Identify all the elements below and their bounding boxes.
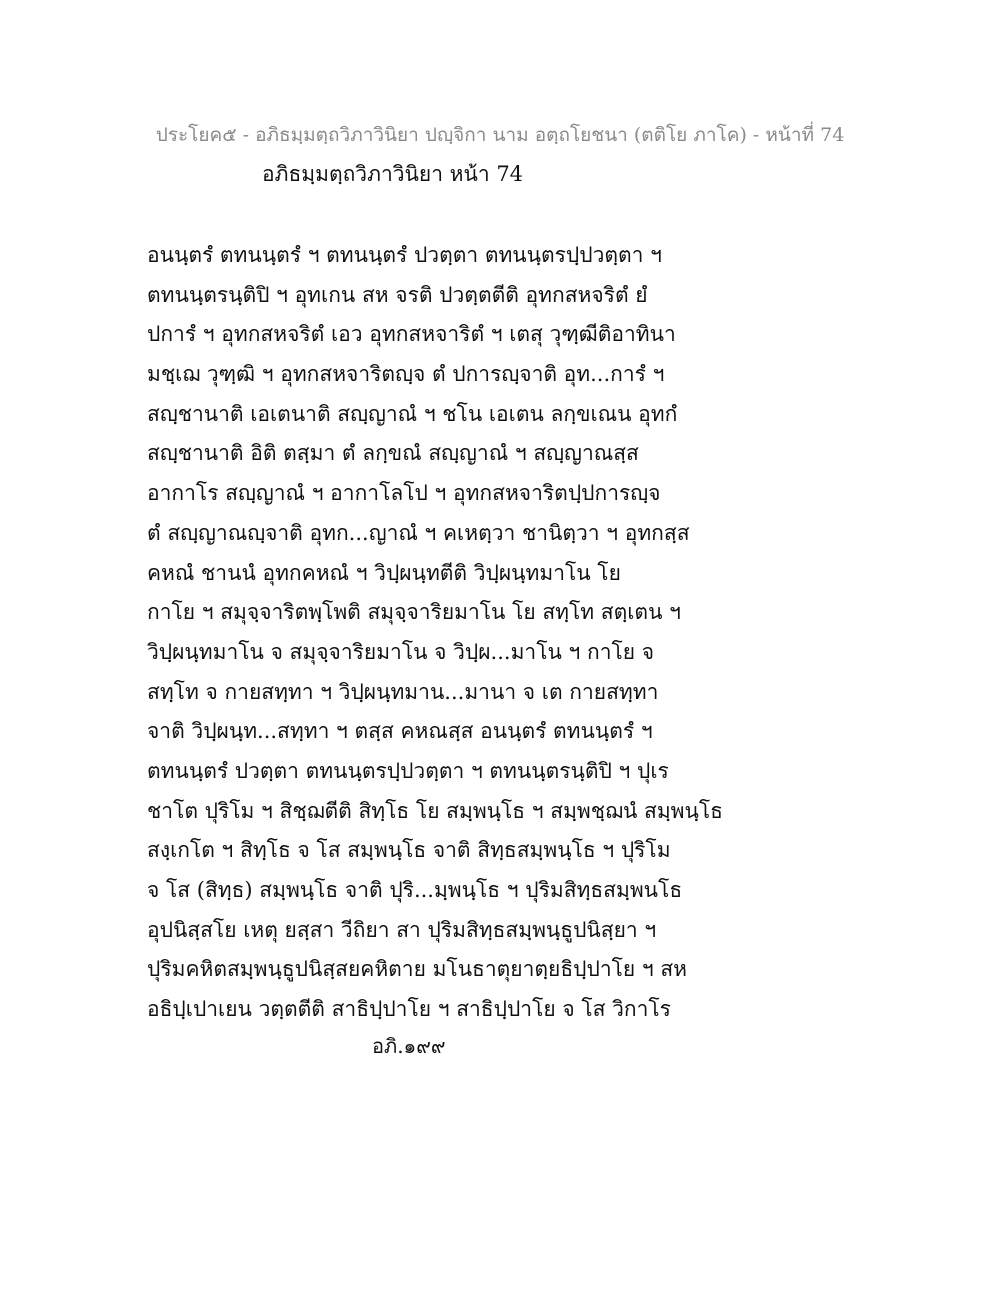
body-line: มชฺเฌ วุฑฺฒิ ฯ อุทกสหจาริตญฺจ ตํ ปการญฺจาติ อุท...การํ ฯ (147, 362, 665, 387)
body-line: ตทนนฺตรนฺติปิ ฯ อุทเกน สห จรติ ปวตฺตตีติ อุทกสหจริตํ ยํ (147, 282, 648, 307)
body-line: วิปฺผนฺทมาโน จ สมุจฺจาริยมาโน จ วิปฺผ...มาโน ฯ กาโย จ (147, 639, 655, 664)
body-line: สญฺชานาติ เอเตนาติ สญฺญาณํ ฯ ชโน เอเตน ลกฺขเณน อุทกํ (147, 401, 678, 426)
body-line: อุปนิสฺสโย เหตุ ยสฺสา วีถิยา สา ปุริมสิทฺธสมฺพนฺธูปนิสฺยา ฯ (147, 917, 657, 942)
body-line: ปุริมคหิตสมฺพนฺธูปนิสฺสยคหิตาย มโนธาตุยาตฺยธิปฺปาโย ฯ สห (147, 957, 688, 982)
body-line: จาติ วิปฺผนฺท...สทฺทา ฯ ตสฺส คหณสฺส อนนฺตรํ ตทนนฺตรํ ฯ (147, 719, 653, 744)
body-line: สทฺโท จ กายสทฺทา ฯ วิปฺผนฺทมาน...มานา จ เต กายสทฺทา (147, 679, 659, 704)
body-line: อนนฺตรํ ตทนนฺตรํ ฯ ตทนนฺตรํ ปวตฺตา ตทนนฺตรปฺปวตฺตา ฯ (147, 243, 662, 267)
running-header: ประโยค๕ - อภิธมฺมตฺถวิภาวินิยา ปญฺจิกา นาม อตฺถโยชนา (ตติโย ภาโค) - หน้าที่ 74 (155, 124, 845, 146)
body-line: อากาโร สญฺญาณํ ฯ อากาโลโป ฯ อุทกสหจาริตปฺปการญฺจ (147, 481, 661, 506)
body-line: ตทนนฺตรํ ปวตฺตา ตทนนฺตรปฺปวตฺตา ฯ ตทนนฺตรนฺติปิ ฯ ปุเร (147, 758, 669, 783)
body-line: สญฺชานาติ อิติ ตสฺมา ตํ ลกฺขณํ สญฺญาณํ ฯ สญฺญาณสฺส (147, 441, 639, 466)
body-line: อธิปฺเปาเยน วตฺตตีติ สาธิปฺปาโย ฯ สาธิปฺปาโย จ โส วิกาโร (147, 997, 671, 1022)
body-line: ปการํ ฯ อุทกสหจริตํ เอว อุทกสหจาริตํ ฯ เตสุ วุฑฺฒีติอาทินา (147, 322, 676, 347)
body-line: ตํ สญฺญาณญฺจาติ อุทก...ญาณํ ฯ คเหตฺวา ชานิตฺวา ฯ อุทกสฺส (147, 520, 690, 545)
body-line: คหณํ ชานนํ อุทกคหณํ ฯ วิปฺผนฺทตีติ วิปฺผนฺทมาโน โย (147, 560, 621, 585)
body-line: กาโย ฯ สมุจฺจาริตพฺโพติ สมุจฺจาริยมาโน โย สทฺโท สตฺเตน ฯ (147, 600, 681, 625)
body-line: จ โส (สิทฺธ) สมฺพนฺโธ จาติ ปุริ...มฺพนฺโธ ฯ ปุริมสิทฺธสมฺพนโธ (147, 878, 683, 902)
body-line: ชาโต ปุริโม ฯ สิชฺฌตีติ สิทฺโธ โย สมฺพนฺโธ ฯ สมฺพชฺฌนํ สมฺพนฺโธ (147, 798, 723, 823)
body-line: สงฺเกโต ฯ สิทฺโธ จ โส สมฺพนฺโธ จาติ สิทฺธสมฺพนฺโธ ฯ ปุริโม (147, 838, 671, 863)
page-title: อภิธมฺมตฺถวิภาวินิยา หน้า 74 (262, 162, 524, 186)
body-text (147, 236, 947, 1030)
page-footer: อภิ.๑๙๙ (372, 1034, 446, 1058)
